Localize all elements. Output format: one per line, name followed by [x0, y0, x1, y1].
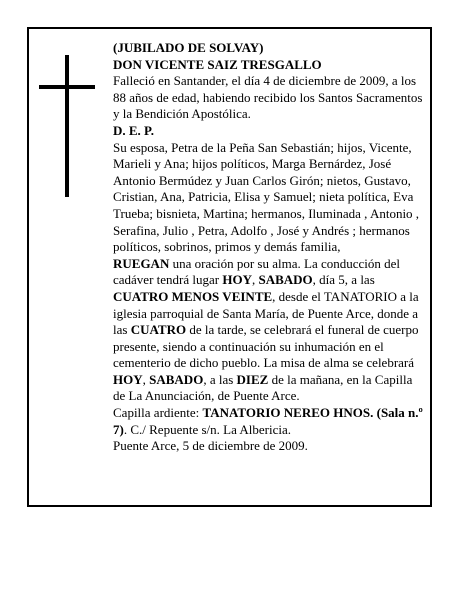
- sabado-word-2: SABADO: [149, 371, 204, 387]
- deceased-name: DON VICENTE SAIZ TRESGALLO: [113, 56, 322, 72]
- request-text-1: una oración por su alma. La conducción del cadáver tendrá lugar: [113, 255, 401, 288]
- funeral-request: [113, 256, 425, 405]
- place-date: Puente Arce, 5 de diciembre de 2009.: [113, 438, 308, 454]
- request-text-4: , desde el TANATORIO a la iglesia parroquial de Santa María, de Puente Arce, donde a las: [113, 288, 419, 338]
- request-text-5: de la tarde, se celebrará el funeral de cuerpo presente, siendo a continuación su inhumación en el cementerio de dicho pueblo. La misa de alma se celebrará: [113, 322, 419, 371]
- request-text-8: de la mañana, en la Capilla de La Anunciación, de Puente Arce.: [113, 371, 413, 404]
- cross-vertical-bar: [65, 55, 69, 197]
- cross-horizontal-bar: [39, 85, 95, 89]
- death-info: Falleció en Santander, el día 4 de diciembre de 2009, a los 88 años de edad, habiendo recibido los Santos Sacramentos y la Bendición Apostólica.: [113, 73, 423, 122]
- funeral-time: CUATRO: [130, 322, 187, 338]
- obituary-text: [113, 40, 425, 455]
- family-list: Su esposa, Petra de la Peña San Sebastián; hijos, Vicente, Marieli y Ana; hijos políticos, Marga Bernárdez, José Antonio Bermúdez y Juan Carlos Girón; nietos, Gustavo, Cristian, Ana, Patricia, Elisa y Samuel; nieta política, Eva Trueba; bisnieta, Martina; hermanos, Iluminada , Antonio , Serafina, Julio , Petra, Adolfo , José y Andrés ; hermanos políticos, sobrinos, primos y demás familia,: [113, 139, 420, 255]
- chapel-info: [113, 405, 425, 438]
- ruegan-word: RUEGAN: [113, 255, 170, 271]
- chapel-label: Capilla ardiente:: [113, 405, 203, 421]
- chapel-address: . C./ Repuente s/n. La Albericia.: [123, 421, 291, 437]
- cross-icon: [39, 55, 95, 197]
- sabado-word-1: SABADO: [258, 272, 313, 288]
- request-text-2: ,: [251, 272, 259, 288]
- request-text-6: ,: [142, 371, 150, 387]
- hoy-word-1: HOY: [222, 272, 252, 288]
- hoy-word-2: HOY: [113, 371, 143, 387]
- procession-time: CUATRO MENOS VEINTE: [113, 288, 273, 304]
- mass-time: DIEZ: [236, 371, 269, 387]
- chapel-name: TANATORIO NEREO HNOS. (Sala n.º 7): [113, 405, 423, 437]
- request-text-7: , a las: [203, 371, 237, 387]
- request-text-3: , día 5, a las: [312, 272, 375, 288]
- occupation-line: (JUBILADO DE SOLVAY): [113, 40, 264, 55]
- rip-line: D. E. P.: [113, 122, 155, 138]
